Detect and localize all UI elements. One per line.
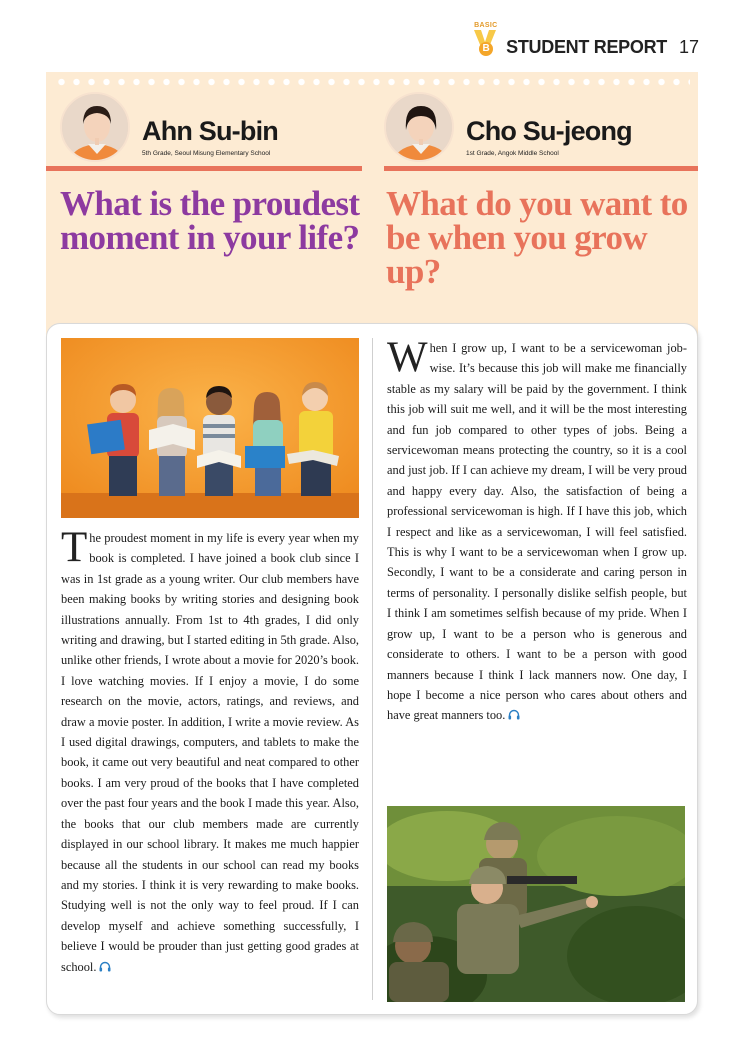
right-body-paragraph: hen I grow up, I want to be a servicewoman job-wise. It’s because this job will make me financially stable as my salary will be paid by the government. I think this job will suit me well, and it will be the most interesting and fun job compared to other types of jobs. Being a servicewoman means protecting the country, so it is a cool and just job. If I can achieve my dream, I will be very proud and happy every day. Also, the satisfaction of being a professional servicewoman is high. If I have this job, which I respect and like as a servicewoman, I will feel satisfied. This is why I want to be a servicewoman when I grow up. Secondly, I want to be a considerate and caring person in terms of personality. I personally dislike selfish people, but I think I am sometimes selfish because of my pride. When I grow up, I want to be a person who is generous and considerate to others. I want to be a person with good manners because I think I lack manners now. One day, I hope I become a nice person who cares about others and have great manners too. xyxy=(387,341,687,723)
headphones-icon[interactable] xyxy=(99,961,111,972)
question-heading-right: What do you want to be when you grow up? xyxy=(386,184,688,291)
dropcap: W xyxy=(387,334,428,381)
student-name: Ahn Su-bin xyxy=(142,116,278,146)
student-school: 1st Grade, Angok Middle School xyxy=(466,150,559,157)
left-body-text xyxy=(61,524,359,977)
basic-b-logo xyxy=(472,22,498,58)
dropcap: T xyxy=(61,524,88,571)
question-heading-left: What is the proudest moment in your life? xyxy=(60,184,360,257)
page-number: 17 xyxy=(678,37,699,57)
student-school: 5th Grade, Seoul Misung Elementary School xyxy=(142,150,271,157)
badge-basic-text: BASIC xyxy=(474,22,498,29)
dot-border xyxy=(54,78,690,86)
soldiers-photo xyxy=(387,806,685,1002)
left-body-paragraph: he proudest moment in my life is every year when my book is completed. I have joined a book club since I was in 1st grade as a young writer. Our club members have been making books by writing stories and designing book illustrations annually. From 1st to 4th grades, I did only writing and drawing, but I started editing in 5th grade. Also, unlike other friends, I wrote about a movie for 2020’s book. I love watching movies. If I enjoy a movie, I do some research on the movie, actors, ratings, and reviews, and draw a movie poster. In addition, I write a movie review. As I used digital drawings, computers, and tablets to make the book, it came out very beautiful and neat compared to other books. I am very proud of the books that I have completed over the past four years and the book I made this year. Also, the books that our club members made are currently displayed in our school library. It makes me much happier because all the students in our school can read my books and my stories. I think it is very rewarding to make books. Studying well is not the only way to feel proud. If I can develop myself and achieve something successfully, I believe I would be prouder than just getting good grades at school. xyxy=(61,531,359,974)
badge-letter: B xyxy=(479,42,493,56)
report-title: STUDENT REPORT xyxy=(506,37,667,57)
right-body-text xyxy=(387,334,687,726)
right-column xyxy=(387,334,687,726)
content-card xyxy=(46,323,698,1015)
accent-rule-left xyxy=(46,166,362,171)
profile-ahn-su-bin xyxy=(60,92,360,158)
headphones-icon[interactable] xyxy=(508,709,520,720)
avatar-ahn-su-bin xyxy=(60,92,130,162)
kids-reading-photo xyxy=(61,338,359,518)
column-divider xyxy=(372,338,373,1000)
profile-cho-su-jeong xyxy=(384,92,684,158)
student-name: Cho Su-jeong xyxy=(466,116,632,146)
page-header xyxy=(472,22,699,58)
left-column xyxy=(61,338,359,977)
avatar-cho-su-jeong xyxy=(384,92,454,162)
accent-rule-right xyxy=(384,166,698,171)
